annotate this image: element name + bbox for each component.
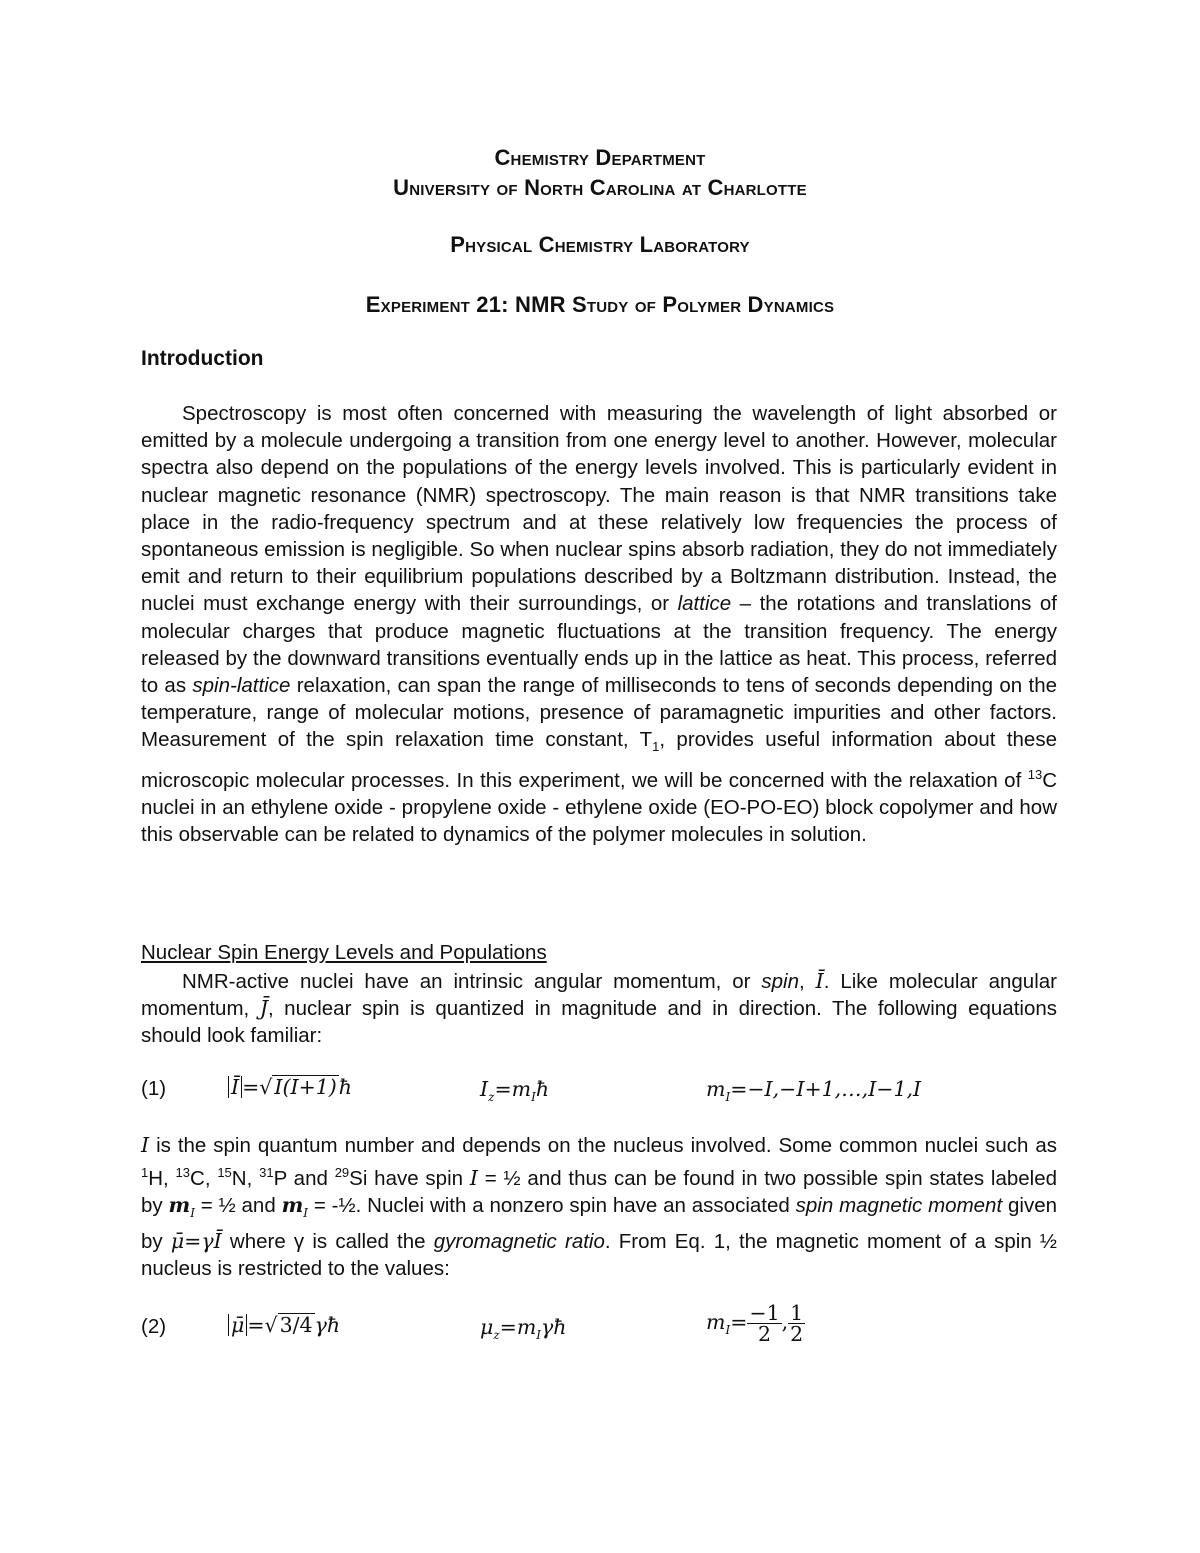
- equation-1-number: (1): [141, 1077, 167, 1100]
- c13-superscript: 13: [1027, 766, 1043, 782]
- equation-2a: [228, 1313, 340, 1338]
- fraction-minus-half: [747, 1303, 781, 1344]
- header-lab: Physical Chemistry Laboratory: [450, 232, 750, 257]
- equation-1c: [706, 1077, 921, 1104]
- header-department: Chemistry Department: [494, 145, 706, 170]
- eq2c-I-sub: I: [725, 1323, 731, 1338]
- eq1b-I-sub: I: [531, 1090, 536, 1105]
- eq2-abs-mu: μ̄: [228, 1314, 247, 1336]
- sqrt-symbol: √: [259, 1075, 273, 1099]
- intro-text-1: Spectroscopy is most often concerned with measuring the wavelength of light absorbed or emitted by a molecule undergoing a transition from one energy level to another. However, molecular spectra also depend on the populations of the energy levels involved. This is particularly evident in nuclear magnetic resonance (NMR) spectroscopy. The main reason is that NMR transitions take place in the radio-frequency spectrum and at these relatively low frequencies the process of spontaneous emission is negligible. So when nuclear spins absorb radiation, they do not immediately emit and return to their equilibrium populations described by a Boltzmann distribution. Instead, the nuclei must exchange energy with their surroundings, or: [141, 402, 1057, 616]
- section-heading: Nuclear Spin Energy Levels and Populations: [141, 941, 547, 964]
- eq1b-equals: =: [494, 1077, 512, 1101]
- p3-p: P and: [273, 1167, 335, 1191]
- p3-si: Si have spin: [349, 1167, 470, 1191]
- t1-subscript: 1: [652, 739, 660, 755]
- equation-2b: [480, 1315, 567, 1342]
- intro-text-3: relaxation, can span the range of milliseconds to tens of seconds depending on the temperature, range of molecular motions, presence of paramagnetic impurities and other factors. Measurement of the spin relaxation time constant, T: [141, 674, 1057, 752]
- frac2-denominator: 2: [790, 1322, 804, 1346]
- term-spin: spin: [761, 970, 800, 993]
- eq2c-equals: =: [730, 1309, 748, 1334]
- mu-equation: μ̄=γĪ: [170, 1228, 222, 1253]
- eq1-radicand: I(I+1): [274, 1075, 337, 1099]
- h-superscript: 1: [141, 1165, 149, 1181]
- p3-text-7: . From Eq. 1, the magnetic moment of a spin ½ nucleus is restricted to the values:: [141, 1229, 1058, 1280]
- equation-1: [141, 1077, 1061, 1137]
- eq1c-I-sub: I: [725, 1090, 731, 1105]
- eq1-equals: =: [242, 1075, 260, 1099]
- spin-quantum-paragraph: [141, 1132, 1057, 1282]
- equation-1b: [480, 1077, 549, 1104]
- eq1b-z-sub: z: [488, 1090, 495, 1105]
- p3-c: C,: [190, 1167, 218, 1191]
- p3-text-3: = ½ and: [194, 1194, 282, 1218]
- header-university: University of North Carolina at Charlotte: [393, 175, 807, 200]
- equation-2-number: (2): [141, 1315, 167, 1338]
- symbol-I-vector: Ī: [815, 969, 824, 993]
- symbol-J-vector: J̄: [259, 996, 268, 1021]
- p3-text-1: is the spin quantum number and depends on the nucleus involved. Some common nuclei such as: [149, 1134, 1057, 1157]
- symbol-m-2: m: [281, 1193, 304, 1218]
- c-superscript: 13: [175, 1165, 191, 1181]
- header-experiment-title: Experiment 21: NMR Study of Polymer Dynamics: [365, 292, 835, 317]
- p-superscript: 31: [259, 1165, 274, 1181]
- frac1-numerator: −1: [749, 1301, 780, 1325]
- sqrt-symbol-2: √: [264, 1313, 278, 1337]
- eq2b-mu: μ: [480, 1315, 494, 1339]
- p3-text-6: where γ is called the: [221, 1229, 434, 1253]
- frac1-denominator: 2: [757, 1322, 772, 1346]
- n-superscript: 15: [217, 1165, 232, 1181]
- m1-subscript: I: [190, 1206, 195, 1221]
- eq1b-I: I: [480, 1077, 489, 1101]
- eq2-radicand: 3/4: [279, 1313, 313, 1337]
- equation-2: [141, 1301, 1061, 1375]
- symbol-I: I: [141, 1133, 150, 1157]
- spin-text-2: ,: [799, 970, 816, 993]
- eq2-equals: =: [247, 1313, 265, 1337]
- p3-text-4: = -½. Nuclei with a nonzero spin have an associated: [308, 1194, 796, 1218]
- eq2b-equals: =: [499, 1315, 517, 1339]
- eq2b-gamma-hbar: γħ: [541, 1315, 567, 1339]
- eq1c-values: =−I,−I+1,…,I−1,I: [730, 1077, 922, 1101]
- p3-text-5: given by: [141, 1194, 1058, 1253]
- symbol-I-2: I: [469, 1166, 478, 1191]
- p3-h: H,: [148, 1167, 176, 1191]
- eq2b-z-sub: z: [493, 1328, 500, 1343]
- spin-text-4: , nuclear spin is quantized in magnitude and in direction. The following equations should look familiar:: [141, 997, 1058, 1048]
- eq2c-comma: ,: [781, 1309, 789, 1334]
- spin-text-1: NMR-active nuclei have an intrinsic angular momentum, or: [182, 970, 762, 993]
- equation-1a: [228, 1075, 352, 1100]
- p3-n: N,: [231, 1167, 260, 1191]
- term-spin-lattice: spin-lattice: [192, 674, 291, 698]
- term-spin-magnetic-moment: spin magnetic moment: [795, 1194, 1003, 1218]
- p3-text-2: = ½ and thus can be found in two possible spin states labeled by: [141, 1167, 1058, 1218]
- si-superscript: 29: [334, 1165, 350, 1181]
- eq2-gamma-hbar: γħ: [314, 1313, 341, 1337]
- intro-text-5: C nuclei in an ethylene oxide - propylene oxide - ethylene oxide (EO-PO-EO) block copolymer and how this observable can be related to dynamics of the polymer molecules in solution.: [141, 768, 1057, 846]
- fraction-half: [788, 1303, 805, 1344]
- intro-text-2: – the rotations and translations of molecular charges that produce magnetic fluctuations at the transition frequency. The energy released by the downward transitions eventually ends up in the lattice as heat. This process, referred to as: [141, 592, 1057, 698]
- intro-paragraph: [141, 400, 1057, 848]
- m2-subscript: I: [303, 1206, 309, 1221]
- frac2-numerator: 1: [790, 1301, 804, 1325]
- eq2b-m: m: [516, 1315, 537, 1339]
- intro-text-4: , provides useful information about these microscopic molecular processes. In this experiment, we will be concerned with the relaxation of: [141, 728, 1057, 792]
- term-gyromagnetic-ratio: gyromagnetic ratio: [433, 1229, 605, 1253]
- symbol-m-1: m: [168, 1193, 191, 1218]
- spin-text-3: . Like molecular angular momentum,: [141, 970, 1057, 1021]
- eq2c-m: m: [706, 1309, 726, 1334]
- eq1-hbar: ħ: [338, 1075, 352, 1099]
- eq2b-I-sub: I: [536, 1328, 542, 1343]
- eq1-abs-I: Ī: [228, 1076, 242, 1098]
- eq1b-hbar: ħ: [535, 1077, 550, 1101]
- equation-2c: [706, 1303, 805, 1344]
- intro-heading: Introduction: [141, 347, 264, 370]
- eq1b-m: m: [511, 1077, 532, 1101]
- spin-paragraph: [141, 968, 1057, 1050]
- term-lattice: lattice: [677, 592, 732, 616]
- eq1c-m: m: [706, 1077, 726, 1101]
